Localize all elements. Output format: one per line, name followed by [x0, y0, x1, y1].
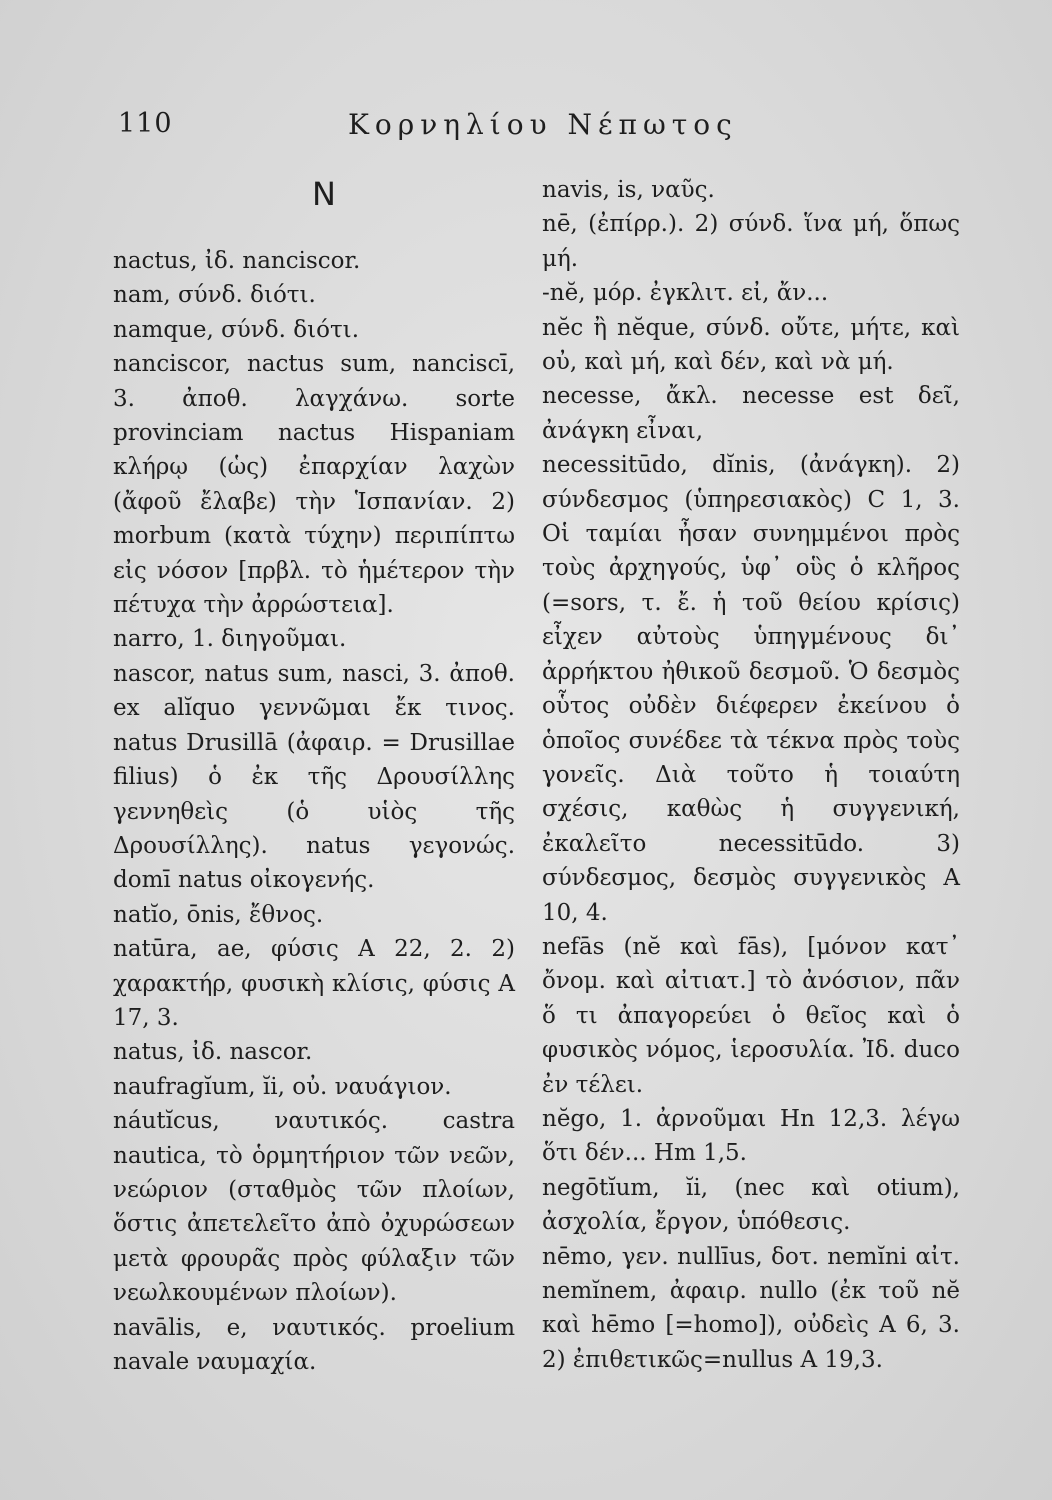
entry-necessitudo: necessitūdo, dĭnis, (ἀνάγκη). 2) σύνδεσμος (ὑπηρεσιακὸς) C 1, 3. Οἱ ταμίαι ἦσαν συνημμένοι πρὸς τοὺς ἀρχηγούς, ὑφ᾽ οὓς ὁ κλῆρος (=sors, τ. ἔ. ἡ τοῦ θείου κρίσις) εἶχεν αὐτοὺς ὑπηγμένους δι᾽ ἀρρήκτου ἠθικοῦ δεσμοῦ. Ὁ δεσμὸς οὗτος οὐδὲν διέφερεν ἐκείνου ὁ ὁποῖος συνέδεε τὰ τέκνα πρὸς τοὺς γονεῖς. Διὰ τοῦτο ἡ τοιαύτη σχέσις, καθὼς ἡ συγγενική, ἐκαλεῖτο necessitūdo. 3) σύνδεσμος, δεσμὸς συγγενικὸς A 10, 4. [542, 452, 960, 926]
entry-necesse: necesse, ἄκλ. necesse est δεῖ, ἀνάγκη εἶναι, [542, 383, 960, 444]
page-header [118, 108, 948, 148]
entry-nascor: nascor, natus sum, nasci, 3. ἀποθ. ex alĭquo γεννῶμαι ἔκ τινος. natus Drusillā (ἀφαιρ. = Drusillae filius) ὁ ἐκ τῆς Δρουσίλλης γεννηθεὶς (ὁ υἱὸς τῆς Δρουσίλλης). natus γεγονώς. domī natus οἰκογενής. [113, 660, 515, 894]
entry-natura: natūra, ae, φύσις A 22, 2. 2) χαρακτήρ, φυσικὴ κλίσις, φύσις A 17, 3. [113, 936, 515, 1031]
entry-narro: narro, 1. διηγοῦμαι. [113, 626, 347, 653]
page-number: 110 [118, 108, 173, 139]
entry-natio: natĭo, ōnis, ἔθνος. [113, 901, 324, 928]
running-title: Κορνηλίου Νέπωτος [348, 108, 738, 141]
entry-nec: nĕc ἢ nĕque, σύνδ. οὔτε, μήτε, καὶ οὐ, καὶ μή, καὶ δέν, καὶ νὰ μή. [542, 314, 960, 376]
entry-negotium: negōtĭum, ĭi, (nec καὶ otium), ἀσχολία, ἔργον, ὑπόθεσις. [542, 1174, 960, 1236]
entry-ne: nē, (ἐπίρρ.). 2) σύνδ. ἵνα μή, ὅπως μή. [542, 211, 960, 272]
entry-nauticus: náutĭcus, ναυτικός. castra nautica, τὸ ὁρμητήριον τῶν νεῶν, νεώριον (σταθμὸς τῶν πλοίων, ὅστις ἀπετελεῖτο ἀπὸ ὀχυρώσεων μετὰ φρουρᾶς πρὸς φύλαξιν τῶν νεωλκουμένων πλοίων). [113, 1108, 515, 1307]
entry-ne-enclitic: -nĕ, μόρ. ἐγκλιτ. εἰ, ἄν... [542, 280, 829, 307]
entry-naufragium: naufragĭum, ĭi, οὐ. ναυάγιον. [113, 1073, 452, 1100]
entry-nam: nam, σύνδ. διότι. [113, 282, 316, 309]
entry-navis: navis, is, ναῦς. [542, 177, 715, 203]
entry-namque: namque, σύνδ. διότι. [113, 316, 360, 343]
entry-nemo: nēmo, γεν. nullīus, δοτ. nemĭni αἰτ. nemĭnem, ἀφαιρ. nullo (ἐκ τοῦ nĕ καὶ hēmo [=homo]), οὐδεὶς A 6, 3. 2) ἐπιθετικῶς=nullus A 19,3. [542, 1243, 960, 1373]
section-letter: N [312, 175, 336, 213]
left-column [113, 244, 515, 1379]
entry-nefas: nefās (nĕ καὶ fās), [μόνον κατ᾽ ὄνομ. καὶ αἰτιατ.] τὸ ἀνόσιον, πᾶν ὅ τι ἀπαγορεύει ὁ θεῖος καὶ ὁ φυσικὸς νόμος, ἱεροσυλία. Ἰδ. duco ἐν τέλει. [542, 933, 960, 1098]
entry-navalis: navālis, e, ναυτικός. proelium navale ναυμαχία. [113, 1314, 515, 1375]
entry-nactus: nactus, ἰδ. nanciscor. [113, 248, 361, 274]
entry-nanciscor: nanciscor, nactus sum, nanciscī, 3. ἀποθ. λαγχάνω. sorte provinciam nactus Hispaniam κλήρῳ (ὡς) ἐπαρχίαν λαχὼν (ἄφοῦ ἔλαβε) τὴν Ἱσπανίαν. 2) morbum (κατὰ τύχην) περιπίπτω εἰς νόσον [πρβλ. τὸ ἡμέτερον τὴν πέτυχα τὴν ἀρρώστεια]. [113, 351, 515, 619]
entry-natus: natus, ἰδ. nascor. [113, 1039, 313, 1066]
right-column [542, 173, 960, 1377]
entry-nego: nĕgo, 1. ἀρνοῦμαι Hn 12,3. λέγω ὅτι δέν... Hm 1,5. [542, 1105, 960, 1167]
